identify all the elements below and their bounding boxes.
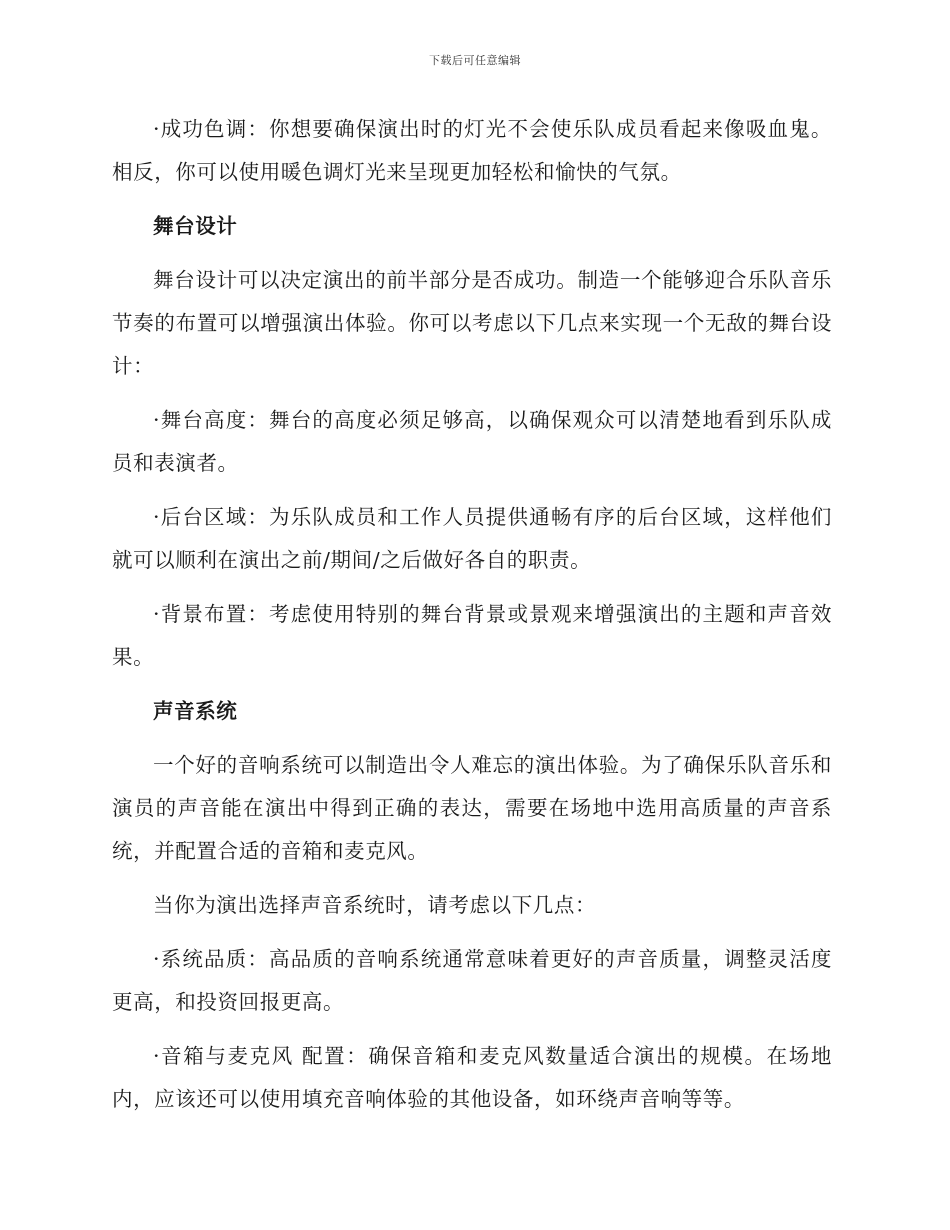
- bullet-stage-height: ·舞台高度：舞台的高度必须足够高，以确保观众可以清楚地看到乐队成员和表演者。: [112, 408, 832, 475]
- section-heading-stage-design: 舞台设计: [153, 214, 238, 238]
- bullet-system-quality: ·系统品质：高品质的音响系统通常意味着更好的声音质量，调整灵活度更高，和投资回报更高。: [112, 947, 832, 1014]
- paragraph-sound-system-consider: 当你为演出选择声音系统时，请考虑以下几点：: [153, 893, 597, 917]
- bullet-speaker-mic-config: ·音箱与麦克风 配置：确保音箱和麦克风数量适合演出的规模。在场地内，应该还可以使用填充音响体验的其他设备，如环绕声音响等等。: [112, 1044, 832, 1111]
- page-header: 下载后可任意编辑: [429, 54, 521, 67]
- section-heading-sound-system: 声音系统: [153, 699, 238, 723]
- bullet-backstage-area: ·后台区域：为乐队成员和工作人员提供通畅有序的后台区域，这样他们就可以顺利在演出之前/期间/之后做好各自的职责。: [112, 505, 832, 572]
- bullet-background-setup: ·背景布置：考虑使用特别的舞台背景或景观来增强演出的主题和声音效果。: [112, 602, 832, 669]
- document-body: [112, 108, 832, 1132]
- bullet-lighting-tone: ·成功色调：你想要确保演出时的灯光不会使乐队成员看起来像吸血鬼。相反，你可以使用暖色调灯光来呈现更加轻松和愉快的气氛。: [112, 117, 832, 184]
- paragraph-stage-design-intro: 舞台设计可以决定演出的前半部分是否成功。制造一个能够迎合乐队音乐节奏的布置可以增强演出体验。你可以考虑以下几点来实现一个无敌的舞台设计：: [112, 268, 832, 378]
- paragraph-sound-system-intro: 一个好的音响系统可以制造出令人难忘的演出体验。为了确保乐队音乐和演员的声音能在演出中得到正确的表达，需要在场地中选用高质量的声音系统，并配置合适的音箱和麦克风。: [112, 753, 832, 863]
